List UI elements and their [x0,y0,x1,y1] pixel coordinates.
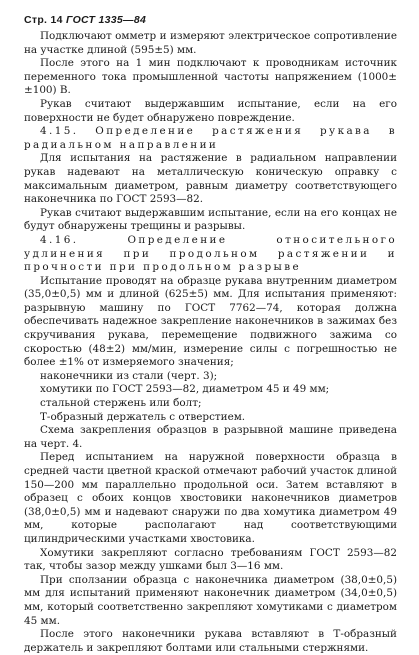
paragraph: Хомутики закрепляют согласно требованиям ГОСТ 2593—82 так, чтобы зазор между ушками был 3—16 мм. [24,546,397,573]
section-heading: 4.15. Определение растяжения рукава в радиальном направлении [24,125,397,151]
section-heading: 4.16. Определение относительного удлинения при продольном растяжении и прочности при продольном разрыве [24,233,397,274]
paragraph: Перед испытанием на наружной поверхности образца в средней части цветной краской отмечают рабочий участок длиной 150—200 мм параллельно продольной оси. Затем вставляют в образец с обоих концов хвостовики наконечников диаметров (38,0±0,5) мм и надевают снаружи по два хомутика диаметром 49 мм, которые располагают над соответствующими цилиндрическими участками хвостовика. [24,451,397,545]
paragraph: Рукав считают выдержавшим испытание, если на его концах не будут обнаружены трещины и разрывы. [24,206,397,233]
paragraph: После этого наконечники рукава вставляют в Т-образный держатель и закрепляют болтами или стальными стержнями. [24,628,397,654]
list-item: стальной стержень или болт; [40,397,202,410]
running-header [24,14,397,26]
standard-number: ГОСТ 1335—84 [65,14,147,26]
list-item: Т-образный держатель с отверстием. [40,410,246,423]
paragraph: Рукав считают выдержавшим испытание, если на его поверхности не будет обнаружено повреждение. [24,97,397,124]
paragraph: Для испытания на растяжение в радиальном направлении рукав надевают на металлическую коническую оправку с максимальным диаметром, равным диаметру соответствующего наконечника по ГОСТ 2593—82. [24,152,397,206]
paragraph: При сползании образца с наконечника диаметром (38,0±0,5) мм для испытаний применяют наконечник диаметром (34,0±0,5) мм, который соответственно закрепляют хомутиками с диаметром 45 мм. [24,573,397,627]
list-item: наконечники из стали (черт. 3); [40,369,218,382]
paragraph: Испытание проводят на образце рукава внутренним диаметром (35,0±0,5) мм и длиной (625±5) мм. Для испытания применяют: разрывную машину по ГОСТ 7762—74, которая должна обеспечивать надежное закрепление наконечников в зажимах без скручивания рукава, перемещение подвижного зажима со скоростью (48±2) мм/мин, измерение силы с погрешностью не более ±1% от измеряемого значения; [24,274,397,369]
page-number: Стр. 14 [24,14,63,26]
list-item: хомутики по ГОСТ 2593—82, диаметром 45 и 49 мм; [40,383,330,396]
paragraph: Подключают омметр и измеряют электрическое сопротивление на участке длиной (595±5) мм. [24,30,397,56]
paragraph: Схема закрепления образцов в разрывной машине приведена на черт. 4. [24,424,397,450]
document-body [24,30,397,655]
paragraph: После этого на 1 мин подключают к проводникам источник переменного тока промышленной частоты напряжением (1000±±100) В. [24,57,397,97]
